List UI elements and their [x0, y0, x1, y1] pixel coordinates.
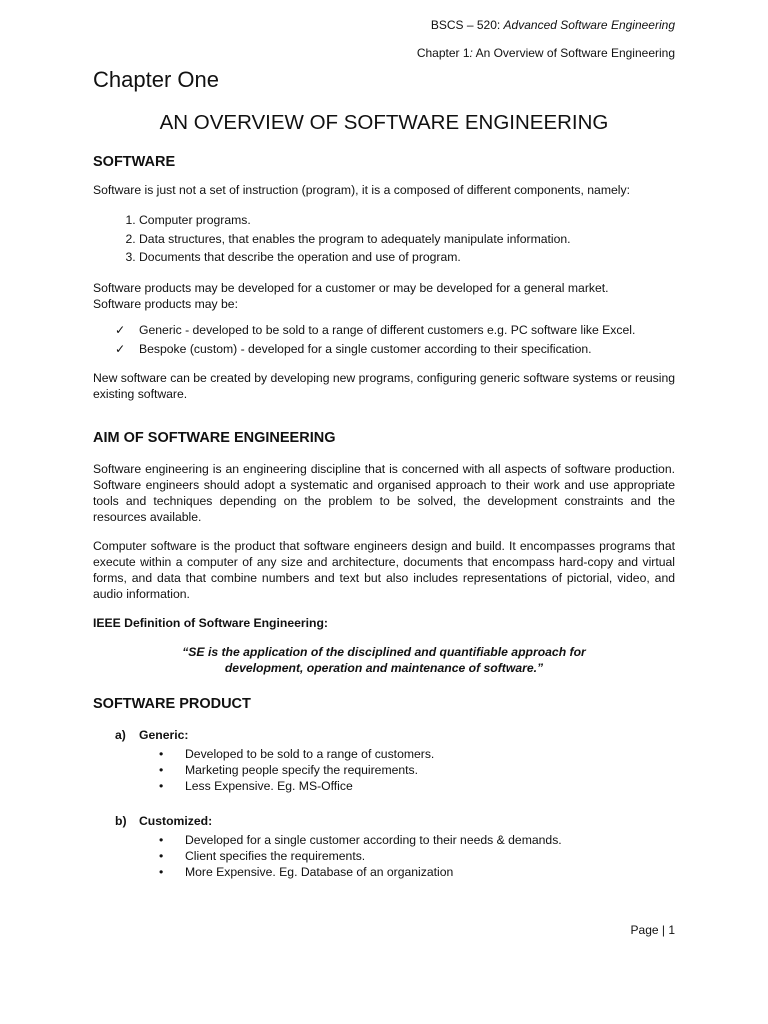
list-item: • More Expensive. Eg. Database of an organization	[159, 864, 675, 880]
customized-label: Customized:	[139, 814, 213, 828]
generic-letter: a)	[115, 728, 126, 742]
page-number: Page | 1	[630, 923, 675, 937]
aim-heading: AIM OF SOFTWARE ENGINEERING	[93, 430, 336, 446]
products-intro-1: Software products may be developed for a customer or may be developed for a general market.	[93, 280, 609, 295]
software-product-heading: SOFTWARE PRODUCT	[93, 696, 251, 712]
generic-subheading	[93, 727, 675, 743]
running-header-chapter	[417, 45, 675, 61]
ieee-quote-line-1: “SE is the application of the disciplined and quantifiable approach for	[182, 645, 586, 659]
list-item: • Client specifies the requirements.	[159, 848, 675, 864]
chapter-ref-title: An Overview of Software Engineering	[475, 46, 675, 60]
product-type-desc: - developed for a single customer according to their specification.	[237, 341, 592, 356]
chapter-label: Chapter One	[93, 67, 219, 92]
page-title: AN OVERVIEW OF SOFTWARE ENGINEERING	[159, 111, 609, 134]
aim-paragraph-2: Computer software is the product that software engineers design and build. It encompasses programs that execute within a computer of any size and architecture, documents that encompass hard-copy and virtual forms, and data that combine numbers and text but also includes representations of pictorial, video, and audio information.	[93, 539, 675, 601]
aim-paragraph-1: Software engineering is an engineering discipline that is concerned with all aspects of software production. Software engineers should adopt a systematic and organised approach to their work and use appropriate tools and techniques depending on the problem to be solved, the development constraints and the resources available.	[93, 462, 675, 524]
software-heading: SOFTWARE	[93, 154, 176, 170]
chapter-ref-sep: :	[469, 46, 473, 60]
product-type-term: Generic	[139, 322, 182, 337]
list-item	[115, 341, 675, 357]
list-item: 3. Documents that describe the operation and use of program.	[139, 248, 675, 267]
customized-subheading	[93, 813, 675, 829]
running-header-course	[431, 17, 675, 33]
product-type-desc: - developed to be sold to a range of different customers e.g. PC software like Excel.	[181, 322, 636, 337]
checkmark-icon: ✓	[115, 322, 126, 337]
list-item: • Developed for a single customer according to their needs & demands.	[159, 832, 675, 848]
product-types-list	[93, 322, 675, 357]
generic-list	[93, 746, 675, 794]
components-list	[93, 211, 675, 267]
course-code: BSCS – 520:	[430, 18, 501, 32]
customized-letter: b)	[115, 814, 127, 828]
product-type-term: Bespoke (custom)	[139, 341, 238, 356]
list-item: 1. Computer programs.	[139, 211, 675, 230]
software-section	[93, 153, 675, 402]
list-item	[115, 322, 675, 338]
list-item: • Developed to be sold to a range of customers.	[159, 746, 675, 762]
software-product-section	[93, 695, 675, 880]
chapter-ref: Chapter 1	[416, 46, 470, 60]
checkmark-icon: ✓	[115, 341, 126, 356]
ieee-quote-line-2: development, operation and maintenance of software.”	[224, 661, 544, 675]
customized-list	[93, 832, 675, 880]
new-software-paragraph: New software can be created by developing new programs, configuring generic software systems or reusing existing software.	[93, 370, 675, 401]
aim-section	[93, 429, 675, 676]
course-name: Advanced Software Engineering	[503, 18, 675, 32]
generic-label: Generic:	[139, 728, 189, 742]
products-intro-2: Software products may be:	[93, 296, 238, 311]
list-item: • Marketing people specify the requirements.	[159, 762, 675, 778]
ieee-label: IEEE Definition of Software Engineering:	[93, 616, 328, 630]
list-item: 2. Data structures, that enables the program to adequately manipulate information.	[139, 230, 675, 249]
list-item: • Less Expensive. Eg. MS-Office	[159, 778, 675, 794]
software-intro: Software is just not a set of instruction (program), it is a composed of different components, namely:	[93, 183, 630, 197]
